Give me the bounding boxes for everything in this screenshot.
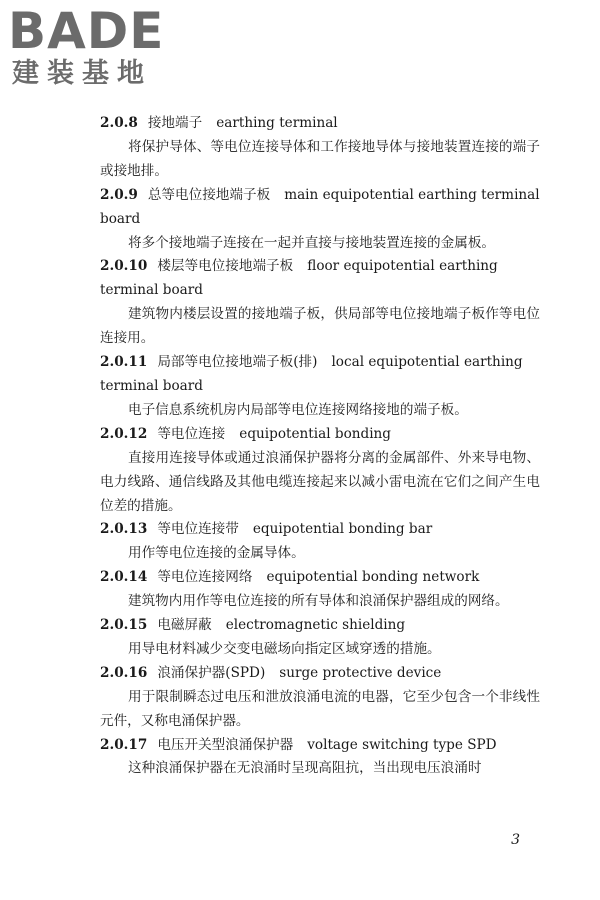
term-chinese: 电压开关型浪涌保护器 (157, 736, 294, 753)
term-english: electromagnetic shielding (225, 617, 406, 634)
term-english: local equipotential earthing terminal board (100, 354, 523, 394)
term-entry (100, 184, 540, 256)
term-heading (100, 662, 540, 686)
term-heading (100, 351, 540, 399)
logo-subtitle: 建装基地 (12, 58, 152, 89)
term-definition: 建筑物内楼层设置的接地端子板，供局部等电位接地端子板作等电位连接用。 (100, 306, 540, 347)
term-english: equipotential bonding bar (252, 521, 433, 538)
term-entry (100, 351, 540, 423)
term-number: 2.0.16 (100, 664, 148, 681)
term-number: 2.0.8 (100, 115, 138, 131)
term-chinese: 等电位连接带 (157, 521, 239, 538)
term-entry (100, 518, 540, 566)
term-definition: 建筑物内用作等电位连接的所有导体和浪涌保护器组成的网络。 (128, 593, 509, 610)
term-definition: 将保护导体、等电位连接导体和工作接地导体与接地装置连接的端子或接地排。 (100, 138, 540, 179)
term-heading (100, 255, 540, 303)
term-heading (100, 518, 540, 542)
term-chinese: 电磁屏蔽 (157, 617, 212, 634)
term-chinese: 等电位连接网络 (157, 569, 253, 586)
term-definition: 用作等电位连接的金属导体。 (128, 545, 305, 562)
term-chinese: 总等电位接地端子板 (147, 186, 271, 203)
term-number: 2.0.11 (100, 354, 148, 371)
term-definition: 这种浪涌保护器在无浪涌时呈现高阻抗，当出现电压浪涌时 (128, 760, 482, 777)
term-chinese: 局部等电位接地端子板(排) (157, 354, 318, 371)
term-english: floor equipotential earthing terminal board (100, 258, 498, 299)
term-entry (100, 112, 540, 184)
term-entry (100, 614, 540, 662)
term-english: equipotential bonding (239, 425, 392, 442)
term-heading (100, 112, 540, 136)
term-entry (100, 566, 540, 614)
term-number: 2.0.14 (100, 569, 148, 586)
term-heading (100, 184, 540, 232)
term-entry (100, 423, 540, 519)
term-number: 2.0.17 (100, 736, 148, 753)
term-number: 2.0.12 (100, 425, 148, 442)
term-heading (100, 614, 540, 638)
logo-wordmark: BADE (8, 2, 165, 60)
term-definition: 电子信息系统机房内局部等电位连接网络接地的端子板。 (128, 401, 468, 418)
term-entry (100, 662, 540, 734)
term-heading (100, 423, 540, 447)
term-english: voltage switching type SPD (307, 736, 497, 753)
term-heading (100, 566, 540, 590)
term-english: equipotential bonding network (266, 569, 480, 586)
term-chinese: 等电位连接 (157, 425, 226, 442)
term-english: main equipotential earthing terminal board (100, 186, 540, 227)
term-definition: 直接用连接导体或通过浪涌保护器将分离的金属部件、外来导电物、电力线路、通信线路及其他电缆连接起来以减小雷电流在它们之间产生电位差的措施。 (100, 449, 540, 514)
term-english: surge protective device (279, 664, 442, 681)
term-entry (100, 255, 540, 351)
brand-logo (8, 4, 178, 96)
term-definition: 将多个接地端子连接在一起并直接与接地装置连接的金属板。 (128, 234, 496, 251)
term-definition: 用于限制瞬态过电压和泄放浪涌电流的电器，它至少包含一个非线性元件，又称电涌保护器。 (100, 688, 540, 729)
term-number: 2.0.10 (100, 258, 148, 275)
term-number: 2.0.15 (100, 617, 148, 634)
page-number: 3 (511, 832, 520, 848)
term-entry (100, 734, 540, 782)
document-body (100, 112, 540, 781)
term-heading (100, 734, 540, 758)
term-chinese: 楼层等电位接地端子板 (157, 258, 294, 275)
term-number: 2.0.13 (100, 521, 148, 538)
term-definition: 用导电材料减少交变电磁场向指定区域穿透的措施。 (128, 640, 441, 657)
term-chinese: 接地端子 (147, 115, 203, 131)
term-number: 2.0.9 (100, 186, 138, 203)
term-english: earthing terminal (216, 115, 338, 131)
term-chinese: 浪涌保护器(SPD) (157, 664, 266, 681)
